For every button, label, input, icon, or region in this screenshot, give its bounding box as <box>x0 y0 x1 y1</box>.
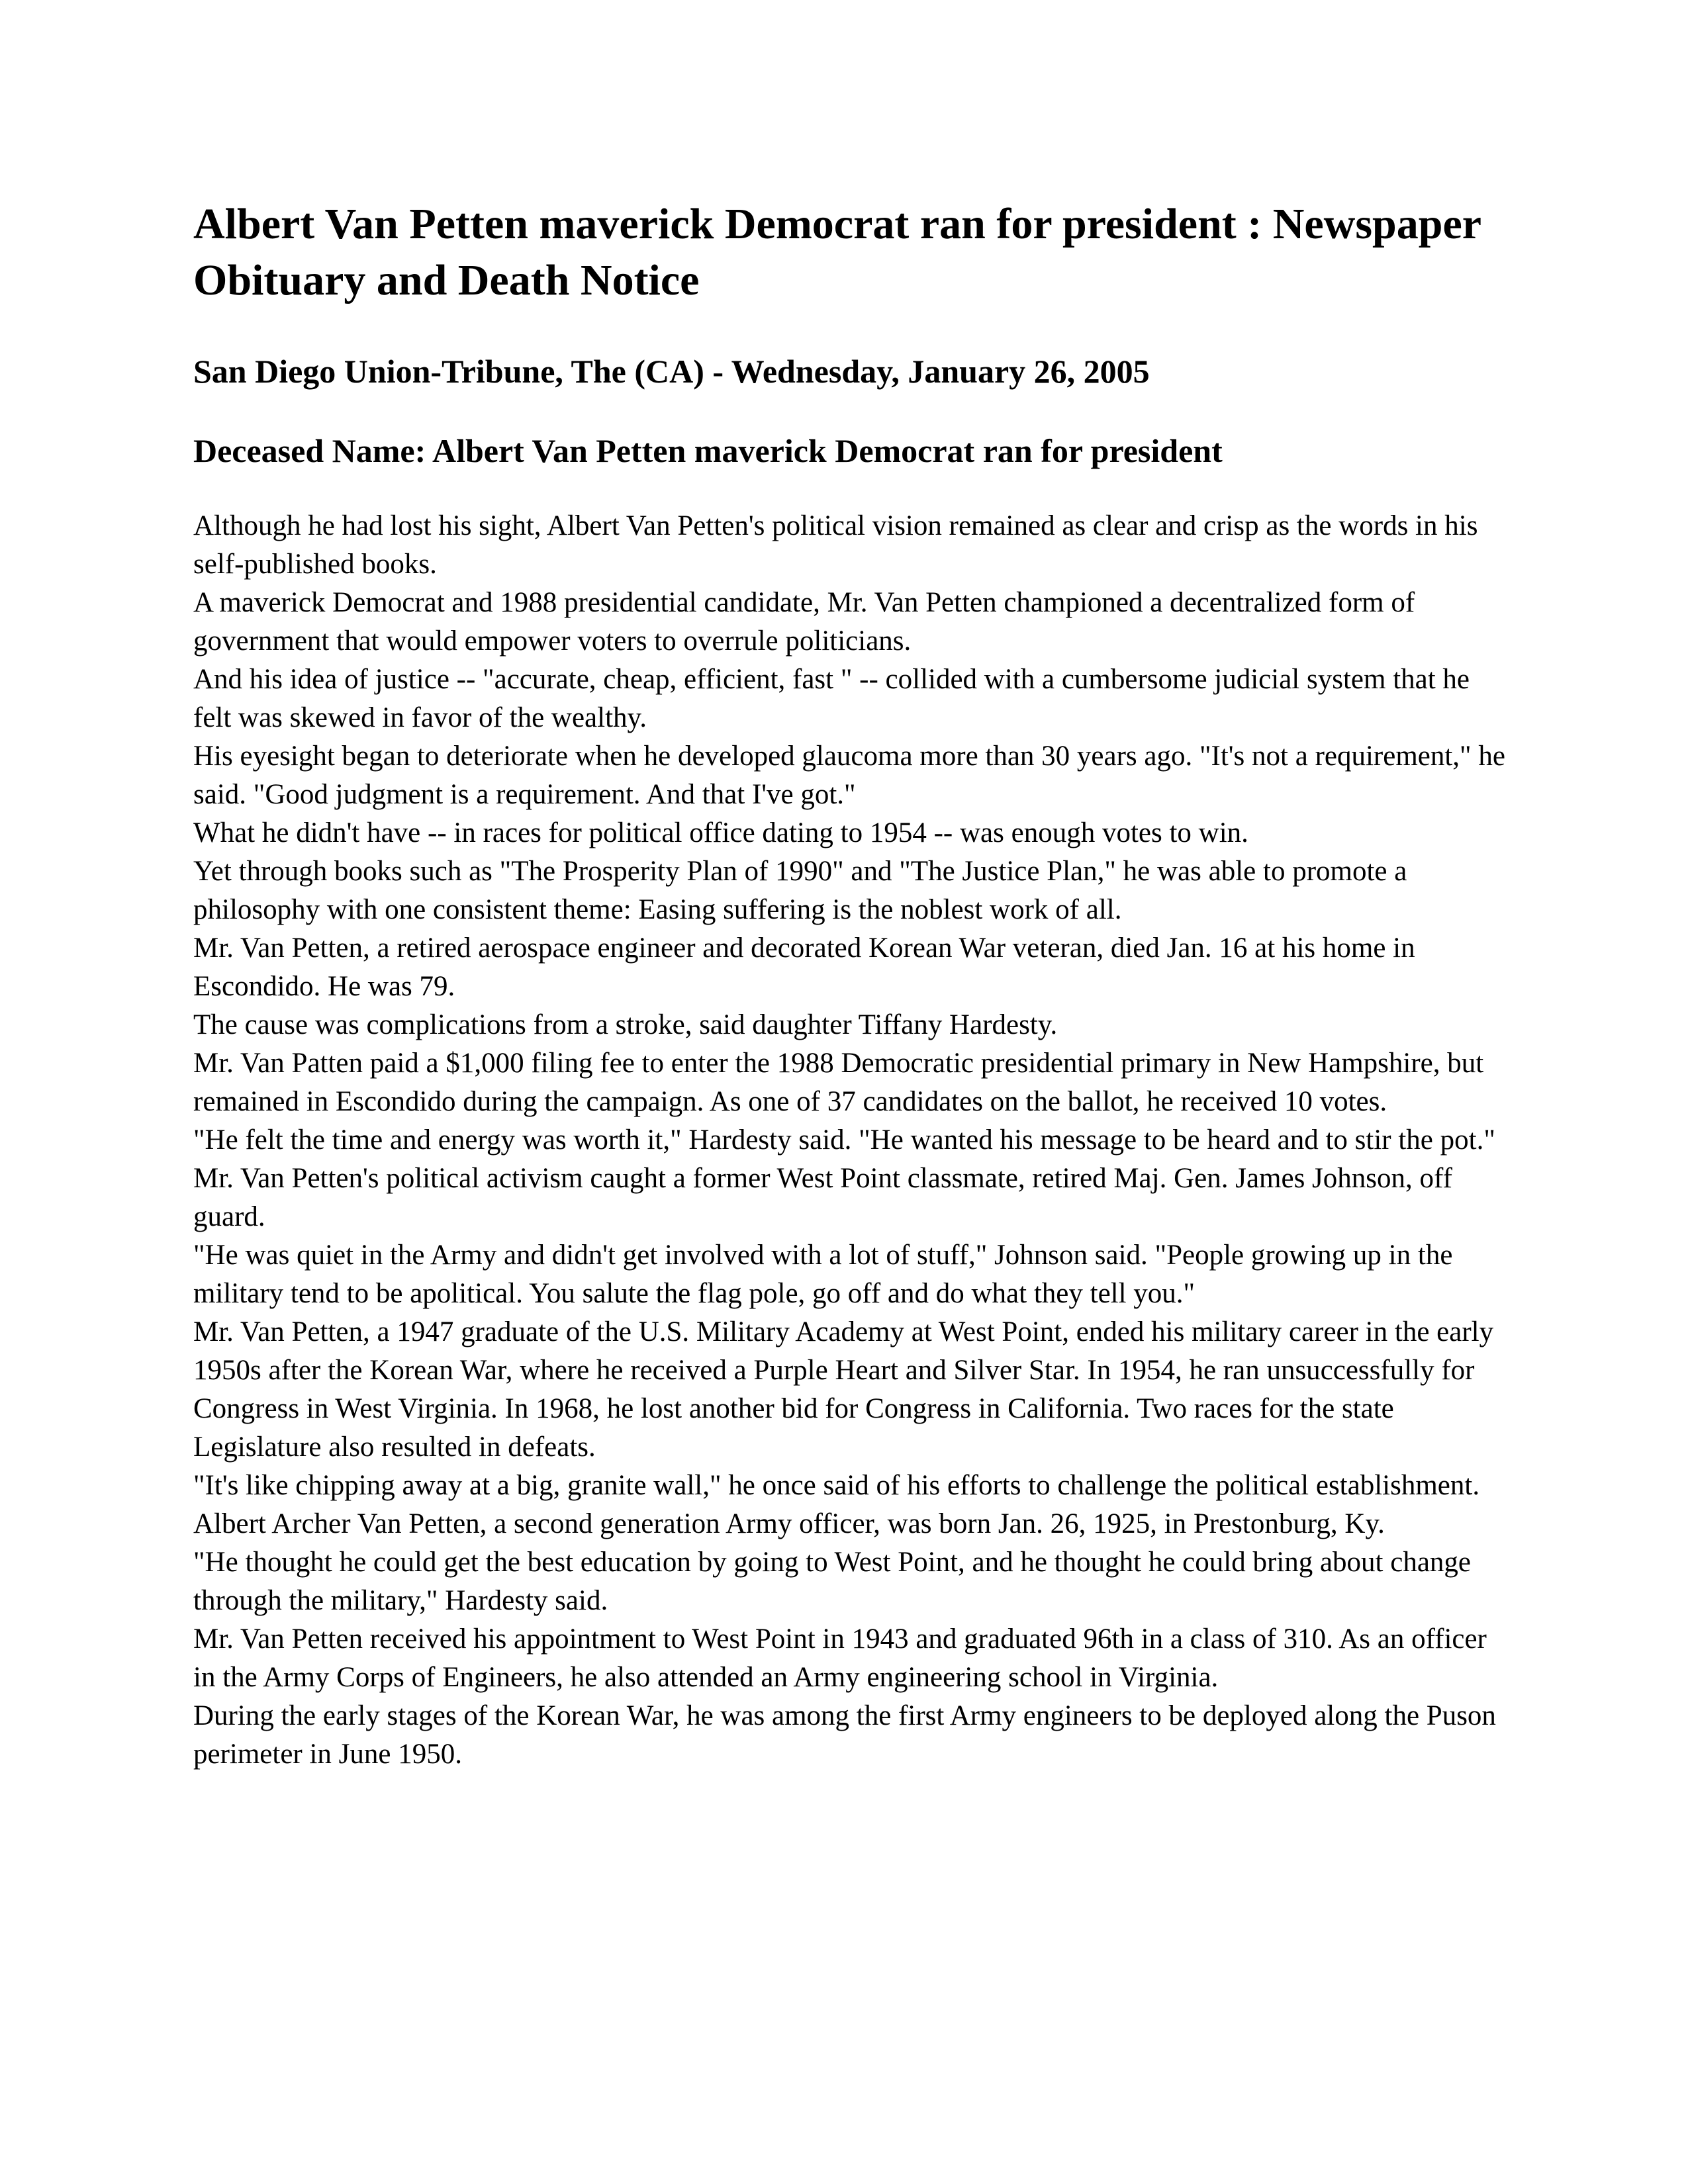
deceased-name-line: Deceased Name: Albert Van Petten maverick Democrat ran for president <box>193 432 1223 469</box>
body-paragraph: "It's like chipping away at a big, granite wall," he once said of his efforts to challenge the political establishment. Albert Archer Van Petten, a second generation Army officer, was born Jan. 26, 1925, in Prestonburg, Ky. <box>193 1470 1480 1539</box>
document-title: Albert Van Petten maverick Democrat ran for president : Newspaper Obituary and Death Notice <box>193 200 1481 304</box>
body-paragraph: His eyesight began to deteriorate when he developed glaucoma more than 30 years ago. "It's not a requirement," he said. "Good judgment is a requirement. And that I've got." <box>193 741 1505 810</box>
body-paragraph: Mr. Van Petten, a retired aerospace engineer and decorated Korean War veteran, died Jan. 16 at his home in Escondido. He was 79. <box>193 933 1415 1002</box>
body-paragraph: Mr. Van Petten's political activism caught a former West Point classmate, retired Maj. Gen. James Johnson, off guard. <box>193 1163 1452 1232</box>
body-paragraph: "He felt the time and energy was worth it," Hardesty said. "He wanted his message to be heard and to stir the pot." <box>193 1124 1495 1156</box>
body-paragraph: Mr. Van Petten, a 1947 graduate of the U.S. Military Academy at West Point, ended his military career in the early 1950s after the Korean War, where he received a Purple Heart and Silver Star. In 1954, he ran unsuccessfully for Congress in West Virginia. In 1968, he lost another bid for Congress in California. Two races for the state Legislature also resulted in defeats. <box>193 1316 1494 1463</box>
body-paragraph: Yet through books such as "The Prosperity Plan of 1990" and "The Justice Plan," he was able to promote a philosophy with one consistent theme: Easing suffering is the noblest work of all. <box>193 856 1407 925</box>
body-paragraph: The cause was complications from a stroke, said daughter Tiffany Hardesty. <box>193 1009 1058 1040</box>
source-dateline: San Diego Union-Tribune, The (CA) - Wednesday, January 26, 2005 <box>193 353 1150 390</box>
body-paragraph: Mr. Van Patten paid a $1,000 filing fee to enter the 1988 Democratic presidential primary in New Hampshire, but remained in Escondido during the campaign. As one of 37 candidates on the ballot, he received 10 votes. <box>193 1048 1484 1117</box>
body-paragraph: A maverick Democrat and 1988 presidential candidate, Mr. Van Petten championed a decentralized form of government that would empower voters to overrule politicians. <box>193 587 1415 657</box>
body-paragraph: During the early stages of the Korean War, he was among the first Army engineers to be deployed along the Puson perimeter in June 1950. <box>193 1700 1496 1770</box>
document-content <box>193 196 1507 1774</box>
body-paragraph: "He was quiet in the Army and didn't get involved with a lot of stuff," Johnson said. "People growing up in the military tend to be apolitical. You salute the flag pole, go off and do what they tell you." <box>193 1240 1453 1309</box>
body-paragraph: What he didn't have -- in races for political office dating to 1954 -- was enough votes to win. <box>193 817 1248 848</box>
body-paragraph: And his idea of justice -- "accurate, cheap, efficient, fast " -- collided with a cumbersome judicial system that he felt was skewed in favor of the wealthy. <box>193 664 1470 733</box>
body-paragraph: Mr. Van Petten received his appointment to West Point in 1943 and graduated 96th in a class of 310. As an officer in the Army Corps of Engineers, he also attended an Army engineering school in Virginia. <box>193 1623 1487 1693</box>
body-paragraph: Although he had lost his sight, Albert Van Petten's political vision remained as clear and crisp as the words in his self-published books. <box>193 510 1478 580</box>
body-paragraph: "He thought he could get the best education by going to West Point, and he thought he could bring about change through the military," Hardesty said. <box>193 1547 1472 1616</box>
obituary-body <box>193 507 1507 1774</box>
